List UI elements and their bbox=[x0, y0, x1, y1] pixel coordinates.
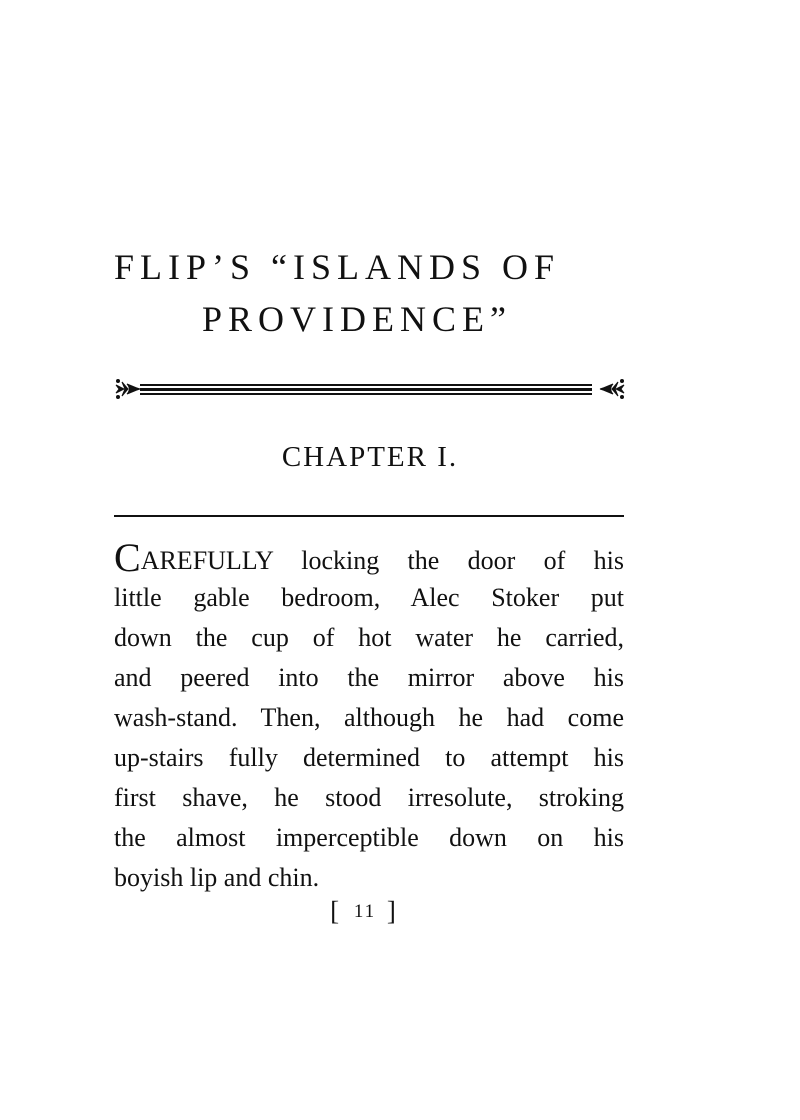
chapter-divider-rule bbox=[114, 515, 624, 517]
page-number-value: 11 bbox=[353, 901, 377, 922]
chapter-heading: CHAPTER I. bbox=[281, 441, 459, 473]
body-line-6: up-stairs fully determined to attempt his bbox=[114, 743, 624, 772]
body-line-8: the almost imperceptible down on his bbox=[114, 823, 624, 852]
decorative-rule-ornament bbox=[114, 376, 626, 406]
page-number-open-bracket: [ bbox=[330, 896, 344, 926]
body-line-1 bbox=[114, 538, 624, 578]
body-line-9: boyish lip and chin. bbox=[114, 863, 320, 892]
book-title-line-1: FLIP’S “ISLANDS OF bbox=[114, 247, 561, 287]
body-line-7: first shave, he stood irresolute, stroking bbox=[114, 783, 624, 812]
book-title-line-2: PROVIDENCE” bbox=[202, 299, 512, 339]
right-fleuron-icon bbox=[600, 380, 624, 399]
body-line-4: and peered into the mirror above his bbox=[114, 663, 624, 692]
body-line-1-text: AREFULLY locking the door of his bbox=[140, 546, 624, 575]
body-line-5: wash-stand. Then, although he had come bbox=[114, 703, 624, 732]
ornament-rule-lines bbox=[140, 384, 592, 395]
drop-cap-letter: C bbox=[114, 538, 141, 578]
page-number-close-bracket: ] bbox=[386, 896, 400, 926]
page-number bbox=[0, 896, 730, 927]
body-line-2: little gable bedroom, Alec Stoker put bbox=[114, 583, 624, 612]
left-fleuron-icon bbox=[116, 380, 140, 399]
body-line-3: down the cup of hot water he carried, bbox=[114, 623, 624, 652]
chapter-body-paragraph bbox=[114, 538, 624, 898]
